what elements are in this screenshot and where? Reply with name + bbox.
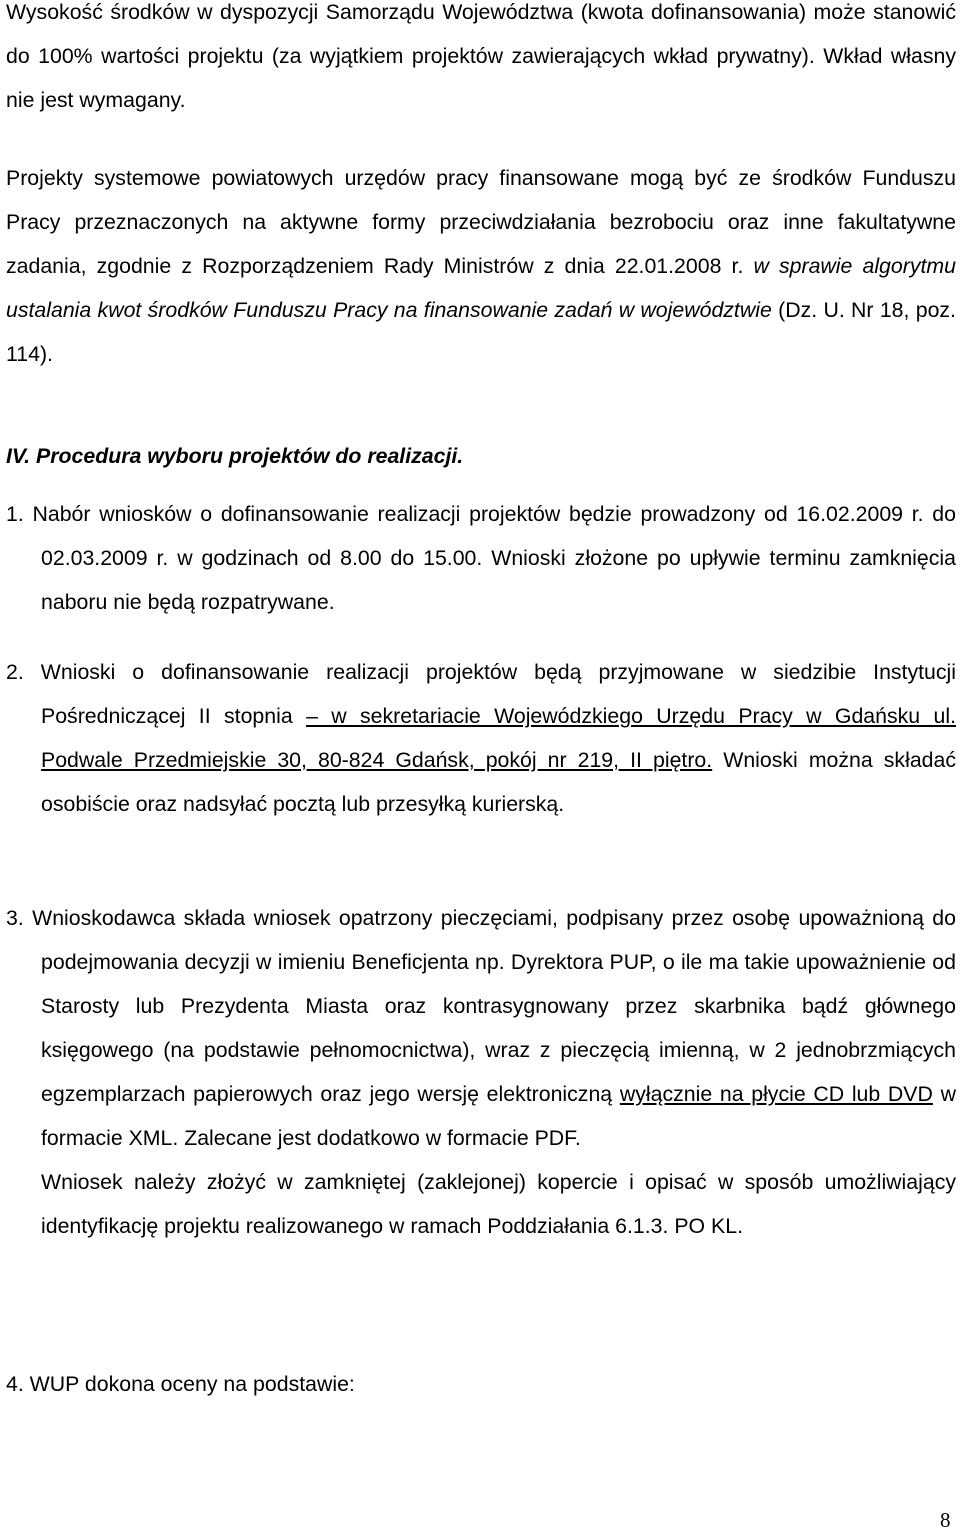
- regulation-reference: (Dz. U. Nr 18, poz. 114).: [6, 298, 956, 366]
- paragraph-funding-amount: Wysokość środków w dyspozycji Samorządu Województwa (kwota dofinansowania) może stanowić do 100% wartości projektu (za wyjątkiem projektów zawierających wkład prywatny). Wkład własny nie jest wymagany.: [6, 0, 956, 112]
- list-item-3-format: w formacie XML. Zalecane jest dodatkowo w formacie PDF.: [41, 1082, 956, 1150]
- submission-address: – w sekretariacie Wojewódzkiego Urzędu Pracy w Gdańsku ul. Podwale Przedmiejskie 30, 80-824 Gdańsk, pokój nr 219, II piętro.: [41, 704, 956, 772]
- page-number: 8: [940, 1508, 951, 1532]
- list-item-2-delivery: Wnioski można składać osobiście oraz nadsyłać pocztą lub przesyłką kurierską.: [41, 748, 956, 816]
- list-item-3: [6, 896, 956, 1248]
- list-item-2: [6, 650, 956, 826]
- list-item-3-text: Wnioskodawca składa wniosek opatrzony pieczęciami, podpisany przez osobę upoważnioną do podejmowania decyzji w imieniu Beneficjenta np. Dyrektora PUP, o ile ma takie upoważnienie od Starosty lub Prezydenta Miasta oraz kontrasygnowany przez skarbnika bądź głównego księgowego (na podstawie pełnomocnictwa), wraz z pieczęcią imienną, w 2 jednobrzmiących egzemplarzach papierowych oraz jego wersję elektroniczną: [32, 906, 956, 1106]
- paragraph-system-projects-text: Projekty systemowe powiatowych urzędów pracy finansowane mogą być ze środków Funduszu Pracy przeznaczonych na aktywne formy przeciwdziałania bezrobociu oraz inne fakultatywne zadania, zgodnie z Rozporządzeniem Rady Ministrów z dnia 22.01.2008 r.: [6, 166, 956, 278]
- list-item-2-text: Wnioski o dofinansowanie realizacji projektów będą przyjmowane w siedzibie Instytucji Pośredniczącej II stopnia: [40, 660, 956, 728]
- electronic-format-note: wyłącznie na płycie CD lub DVD: [619, 1082, 933, 1106]
- section-heading: IV. Procedura wyboru projektów do realizacji.: [6, 444, 464, 468]
- envelope-instructions: Wniosek należy złożyć w zamkniętej (zaklejonej) kopercie i opisać w sposób umożliwiający identyfikację projektu realizowanego w ramach Poddziałania 6.1.3. PO KL.: [41, 1170, 956, 1238]
- list-item-3-number: 3.: [6, 906, 33, 930]
- regulation-title: w sprawie algorytmu ustalania kwot środków Funduszu Pracy na finansowanie zadań w województwie: [6, 254, 956, 322]
- list-item-1-text: Nabór wniosków o dofinansowanie realizacji projektów będzie prowadzony od 16.02.2009 r. do 02.03.2009 r. w godzinach od 8.00 do 15.00. Wnioski złożone po upływie terminu zamknięcia naboru nie będą rozpatrywane.: [32, 502, 956, 614]
- list-item-2-number: 2.: [6, 660, 41, 684]
- paragraph-system-projects: [6, 156, 956, 376]
- list-item-4: 4. WUP dokona oceny na podstawie:: [6, 1372, 355, 1396]
- list-item-1: [6, 492, 956, 624]
- list-item-1-number: 1.: [6, 502, 33, 526]
